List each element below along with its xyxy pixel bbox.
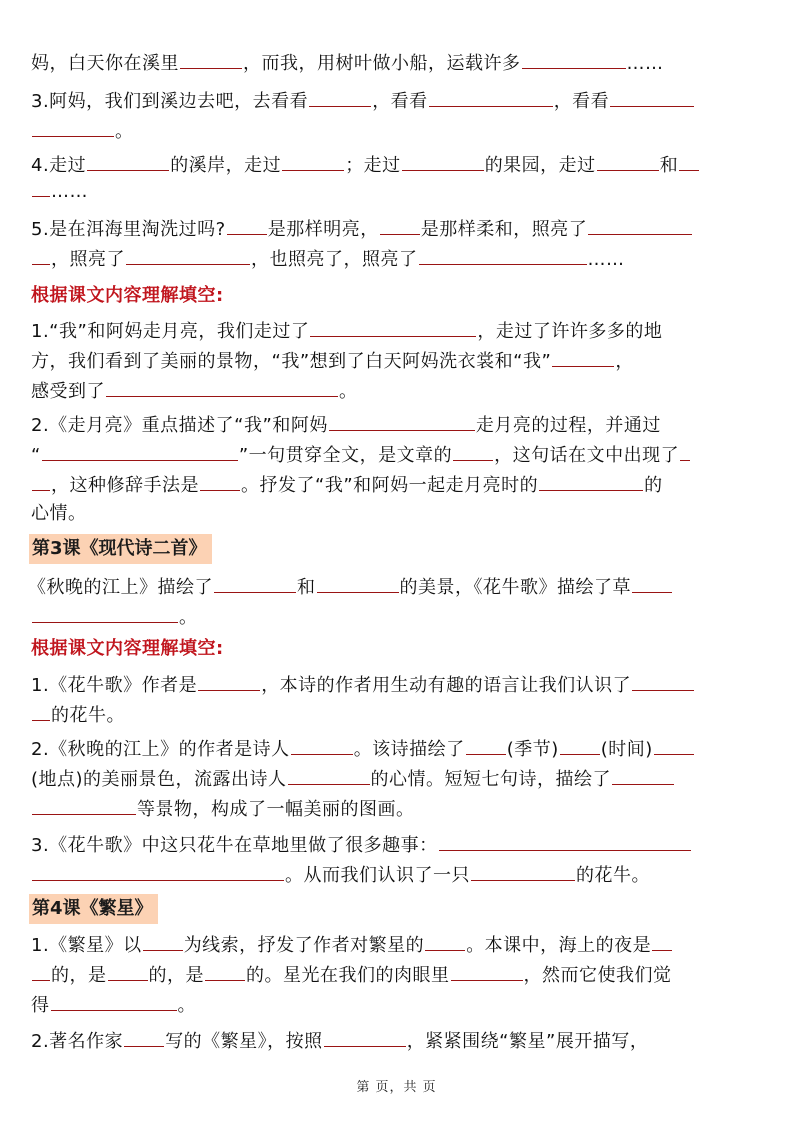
question-2-cont (31, 796, 415, 822)
text-segment: 的 (644, 475, 663, 496)
text-segment: ，紧紧围绕“繁星”展开描写， (406, 1031, 649, 1052)
fill-blank[interactable] (471, 862, 575, 881)
fill-blank[interactable] (610, 88, 694, 107)
text-segment: ”一句贯穿全文，是文章的 (238, 445, 453, 466)
text-segment: 的果园，走过 (484, 155, 596, 176)
text-segment: 的美景，《花牛歌》描绘了草 (399, 577, 631, 598)
text-segment: ， (615, 351, 634, 372)
text-segment: 感受到了 (31, 381, 105, 402)
fill-blank[interactable] (214, 574, 296, 593)
fill-blank[interactable] (42, 442, 238, 461)
text-segment: ，本诗的作者用生动有趣的语言让我们认识了 (261, 675, 632, 696)
fill-blank[interactable] (143, 932, 183, 951)
question-2 (31, 736, 695, 762)
text-segment: 1.《花牛歌》作者是 (31, 675, 198, 696)
fill-blank[interactable] (32, 472, 50, 491)
fill-blank[interactable] (439, 832, 691, 851)
fill-blank[interactable] (402, 152, 484, 171)
text-segment: 是那样明亮， (267, 219, 379, 240)
question-5 (31, 216, 693, 242)
fill-blank[interactable] (32, 962, 50, 981)
fill-blank[interactable] (654, 736, 694, 755)
text-segment: 走月亮的过程，并通过 (475, 415, 661, 436)
text-segment: 写的《繁星》，按照 (165, 1031, 323, 1052)
text-segment: 。 (177, 995, 196, 1016)
fill-blank[interactable] (632, 672, 694, 691)
text-segment: 。 (179, 607, 198, 628)
fill-blank[interactable] (227, 216, 267, 235)
text-segment: …… (587, 249, 625, 270)
text-segment: ，也照亮了，照亮了 (251, 249, 418, 270)
fill-blank[interactable] (126, 246, 250, 265)
fill-blank[interactable] (282, 152, 344, 171)
question-1-cont (31, 992, 196, 1018)
question-1 (31, 318, 662, 344)
lesson-3-intro-cont (31, 604, 198, 630)
text-segment: (时间) (600, 739, 653, 760)
fill-blank[interactable] (310, 318, 476, 337)
text-segment: 的。星光在我们的肉眼里 (246, 965, 450, 986)
fill-blank[interactable] (32, 862, 284, 881)
text-segment: 5.是在洱海里淘洗过吗? (31, 219, 226, 240)
fill-blank[interactable] (632, 574, 672, 593)
fill-blank[interactable] (32, 246, 50, 265)
fill-blank[interactable] (180, 50, 242, 69)
question-2 (31, 1028, 648, 1054)
question-2 (31, 412, 661, 438)
text-segment: 。本课中，海上的夜是 (466, 935, 652, 956)
text-segment: 。 (339, 381, 358, 402)
fill-blank[interactable] (588, 216, 692, 235)
fill-blank[interactable] (429, 88, 553, 107)
text-segment: ，照亮了 (51, 249, 125, 270)
text-segment: 的心情。短短七句诗，描绘了 (370, 769, 612, 790)
fill-blank[interactable] (451, 962, 523, 981)
fill-blank[interactable] (32, 604, 178, 623)
question-2-cont (31, 766, 675, 792)
fill-blank[interactable] (652, 932, 672, 951)
text-segment: “ (31, 445, 41, 466)
question-1-cont (31, 378, 358, 404)
question-2-cont (31, 502, 87, 526)
fill-blank[interactable] (522, 50, 626, 69)
text-segment: 和 (659, 155, 679, 176)
page-footer: 第 页，共 页 (356, 1080, 437, 1095)
text-segment: ，这种修辞手法是 (51, 475, 199, 496)
text-segment: (季节) (506, 739, 559, 760)
text-line (31, 50, 664, 76)
text-segment: 心情。 (31, 503, 87, 524)
text-segment: 4.走过 (31, 155, 87, 176)
question-1-cont (31, 702, 125, 728)
text-segment: ，这句话在文中出现了 (494, 445, 680, 466)
text-segment: 等景物，构成了一幅美丽的图画。 (137, 799, 415, 820)
text-segment: 的溪岸，走过 (170, 155, 282, 176)
fill-blank[interactable] (291, 736, 353, 755)
question-1-cont (31, 962, 672, 988)
lesson-4-heading: 第4课《繁星》 (29, 894, 158, 924)
text-segment: ，看看 (372, 91, 428, 112)
fill-blank[interactable] (32, 702, 50, 721)
fill-blank[interactable] (32, 118, 114, 137)
text-segment: 1.“我”和阿妈走月亮，我们走过了 (31, 321, 310, 342)
question-1 (31, 932, 673, 958)
fill-blank[interactable] (466, 736, 506, 755)
text-segment: 1.《繁星》以 (31, 935, 142, 956)
text-segment: 3.《花牛歌》中这只花牛在草地里做了很多趣事： (31, 835, 438, 856)
fill-blank[interactable] (309, 88, 371, 107)
fill-blank[interactable] (679, 152, 699, 171)
fill-blank[interactable] (425, 932, 465, 951)
question-3 (31, 832, 692, 858)
question-1 (31, 672, 695, 698)
lesson-3-heading: 第3课《现代诗二首》 (29, 534, 212, 564)
text-segment: 和 (297, 577, 316, 598)
text-segment: 得 (31, 995, 50, 1016)
text-segment: 。从而我们认识了一只 (285, 865, 470, 886)
text-segment: ；走过 (345, 155, 401, 176)
question-2-cont (31, 472, 663, 498)
fill-blank[interactable] (198, 672, 260, 691)
text-segment: 2.《走月亮》重点描述了“我”和阿妈 (31, 415, 328, 436)
text-segment: …… (626, 53, 664, 74)
fill-blank[interactable] (32, 178, 50, 197)
question-4 (31, 152, 700, 178)
text-segment: ，看看 (553, 91, 610, 112)
text-segment: 是那样柔和，照亮了 (420, 219, 588, 240)
text-segment: 。 (115, 121, 134, 142)
fill-blank[interactable] (419, 246, 587, 265)
text-segment: ，走过了许许多多的地 (477, 321, 663, 342)
text-segment: 的，是 (148, 965, 204, 986)
fill-blank[interactable] (51, 992, 177, 1011)
fill-blank[interactable] (552, 348, 614, 367)
fill-blank[interactable] (87, 152, 169, 171)
lesson-3-intro (28, 574, 673, 600)
question-3-cont (31, 118, 134, 144)
text-segment: 。抒发了“我”和阿妈一起走月亮时的 (241, 475, 539, 496)
fill-blank[interactable] (560, 736, 600, 755)
text-segment: 《秋晚的江上》描绘了 (28, 577, 213, 598)
question-3 (31, 88, 695, 114)
fill-blank[interactable] (317, 574, 399, 593)
fill-blank[interactable] (124, 1028, 164, 1047)
fill-blank[interactable] (288, 766, 370, 785)
text-segment: 的，是 (51, 965, 107, 986)
fill-blank[interactable] (597, 152, 659, 171)
fill-blank[interactable] (380, 216, 420, 235)
text-segment: 为线索，抒发了作者对繁星的 (183, 935, 425, 956)
text-segment: …… (51, 181, 88, 202)
fill-blank[interactable] (539, 472, 643, 491)
fill-blank[interactable] (205, 962, 245, 981)
text-segment: 2.著名作家 (31, 1031, 124, 1052)
fill-blank[interactable] (108, 962, 148, 981)
text-segment: (地点)的美丽景色，流露出诗人 (31, 769, 287, 790)
text-segment: 方，我们看到了美丽的景物，“我”想到了白天阿妈洗衣裳和“我” (31, 351, 552, 372)
section-heading: 根据课文内容理解填空: (31, 638, 224, 659)
fill-blank[interactable] (200, 472, 240, 491)
fill-blank[interactable] (329, 412, 475, 431)
fill-blank[interactable] (324, 1028, 406, 1047)
text-segment: 。该诗描绘了 (353, 739, 465, 760)
fill-blank[interactable] (32, 796, 136, 815)
question-4-cont (31, 178, 88, 204)
text-segment: 的花牛。 (576, 865, 650, 886)
fill-blank[interactable] (106, 378, 338, 397)
question-5-cont (31, 246, 625, 272)
question-1-cont (31, 348, 634, 374)
fill-blank[interactable] (612, 766, 674, 785)
question-2-cont (31, 442, 691, 468)
text-segment: ，而我，用树叶做小船，运载许多 (243, 53, 521, 74)
section-heading: 根据课文内容理解填空: (31, 285, 224, 306)
text-segment: 3.阿妈，我们到溪边去吧，去看看 (31, 91, 309, 112)
text-segment: 妈，白天你在溪里 (31, 53, 179, 74)
fill-blank[interactable] (680, 442, 690, 461)
text-segment: ，然而它使我们觉 (523, 965, 672, 986)
question-3-cont (31, 862, 650, 888)
text-segment: 的花牛。 (51, 705, 125, 726)
fill-blank[interactable] (453, 442, 493, 461)
text-segment: 2.《秋晚的江上》的作者是诗人 (31, 739, 290, 760)
